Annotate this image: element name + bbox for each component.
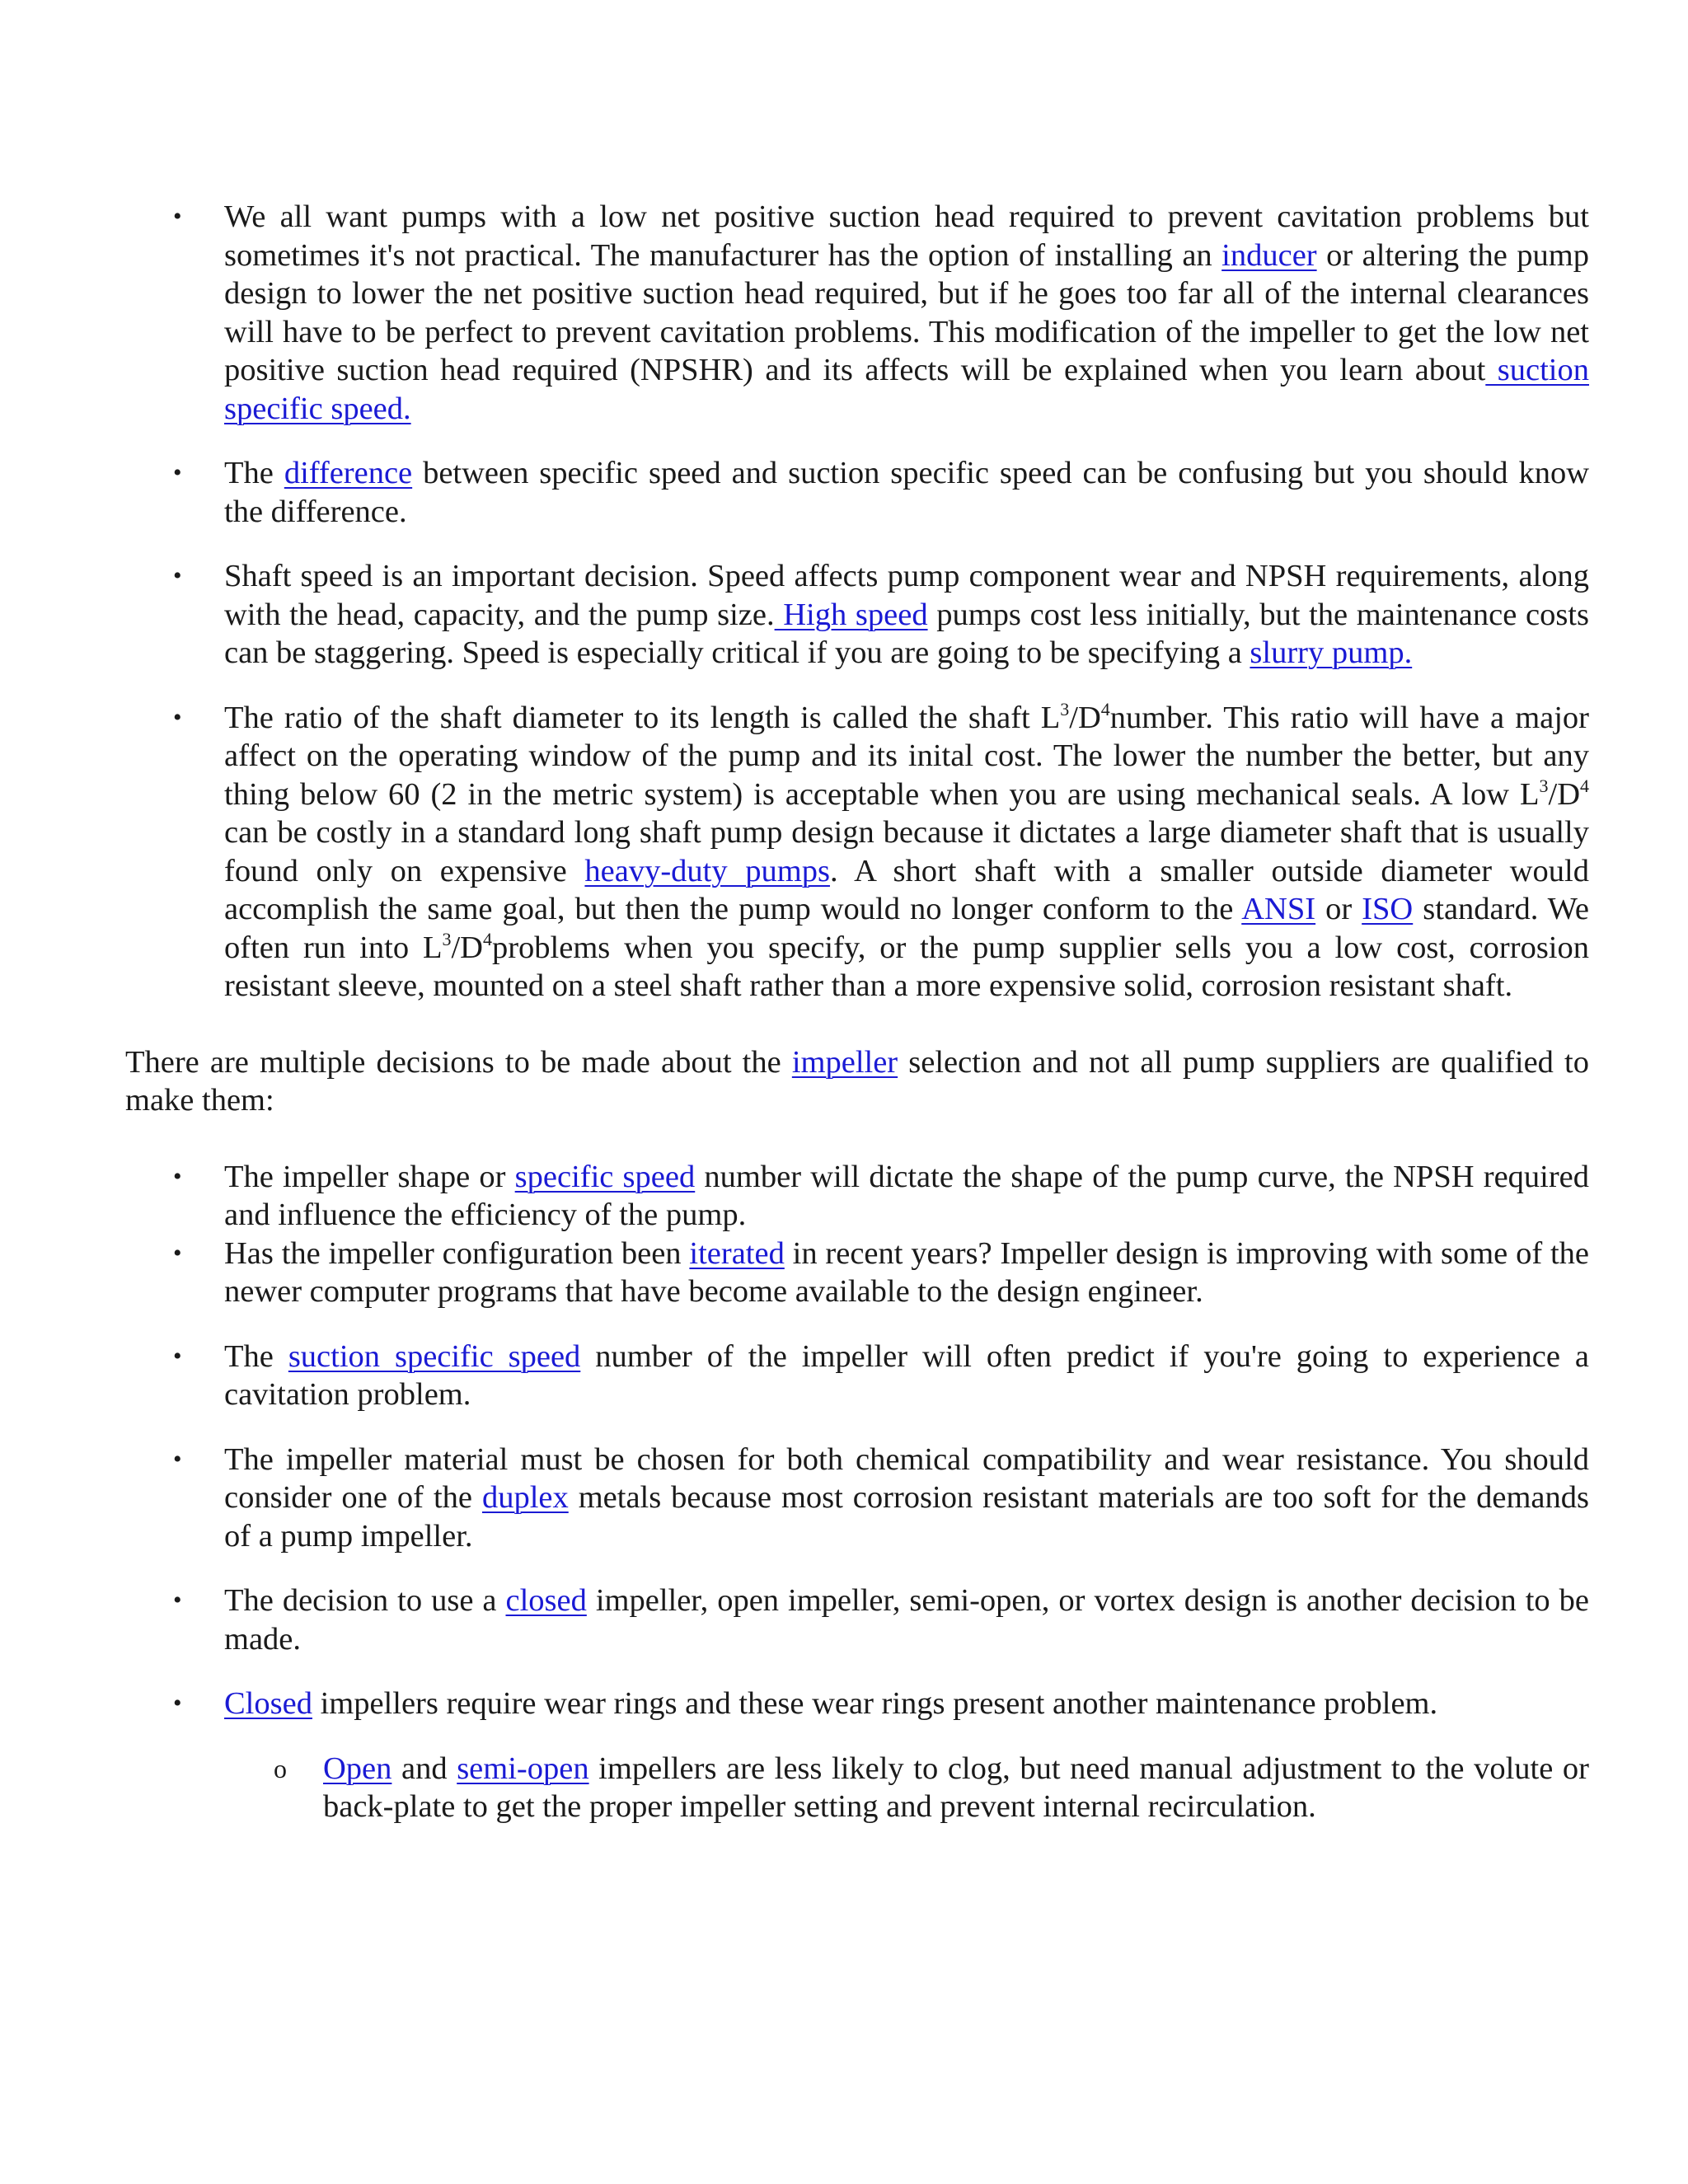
- text-span: or altering the pump design to lower the net positive suction head required, but if he goes too far all of the internal clearances will have to be perfect to prevent cavitation problems. This modification of the impeller to get the low net positive suction head required (NPSHR) and its affects will be explained when you learn about: [224, 237, 1589, 387]
- bullet-icon: •: [173, 1690, 182, 1717]
- list-item: [125, 1158, 1589, 1235]
- bullet-icon: •: [173, 1239, 182, 1267]
- bullet-icon: •: [173, 203, 182, 230]
- bullet-icon: •: [173, 1445, 182, 1473]
- text-span: /D: [1069, 700, 1101, 735]
- text-span: number. This ratio will have a major affect on the operating window of the pump and its inital cost. The lower the number the better, but any thing below 60 (2 in the metric system) is acceptable when you are using mechanical seals. A low L: [224, 700, 1590, 812]
- superscript: 4: [1100, 698, 1110, 719]
- document-page: [125, 198, 1589, 1826]
- sub-bullet-list: [125, 1750, 1589, 1826]
- link-suction-specific-speed[interactable]: suction specific speed.: [224, 353, 1590, 426]
- bullet-icon: •: [173, 1342, 182, 1370]
- list-item: [125, 454, 1589, 531]
- text-span: in recent years? Impeller design is improving with some of the newer computer programs that have become available to the design engineer.: [224, 1235, 1589, 1309]
- link-high-speed[interactable]: High speed: [774, 597, 928, 632]
- list-item: [125, 1750, 1589, 1826]
- text-span: impellers are less likely to clog, but need manual adjustment to the volute or back-plate to get the proper impeller setting and prevent internal recirculation.: [323, 1750, 1589, 1824]
- list-item: [125, 1441, 1589, 1556]
- text-span: The ratio of the shaft diameter to its length is called the shaft L: [224, 700, 1061, 735]
- bullet-icon: •: [173, 1586, 182, 1614]
- text-span: selection and not all pump suppliers are qualified to make them:: [125, 1044, 1589, 1118]
- text-span: standard. We often run into L: [224, 892, 1589, 965]
- text-span: The impeller shape or: [224, 1159, 515, 1194]
- link-iso[interactable]: ISO: [1362, 892, 1414, 926]
- bullet-list-1: [125, 198, 1589, 1005]
- list-item: [125, 1338, 1589, 1414]
- bullet-list-2: [125, 1158, 1589, 1723]
- list-item: [125, 198, 1589, 428]
- text-span: between specific speed and suction specific speed can be confusing but you should know the difference.: [224, 456, 1589, 529]
- sub-bullet-icon: o: [274, 1753, 287, 1783]
- text-span: impeller, open impeller, semi-open, or vortex design is another decision to be made.: [224, 1583, 1589, 1657]
- bullet-icon: •: [173, 703, 182, 731]
- text-span: We all want pumps with a low net positive suction head required to prevent cavitation problems but sometimes it's not practical. The manufacturer has the option of installing an: [224, 199, 1589, 273]
- link-suction-specific-speed-2[interactable]: suction specific speed: [288, 1338, 581, 1374]
- text-span: The decision to use a: [224, 1583, 506, 1618]
- link-semi-open[interactable]: semi-open: [457, 1750, 589, 1786]
- text-span: pumps cost less initially, but the maintenance costs can be staggering. Speed is especially critical if you are going to be specifying a: [224, 597, 1589, 670]
- text-span: Has the impeller configuration been: [224, 1235, 690, 1271]
- text-span: The: [224, 1338, 288, 1374]
- superscript: 3: [442, 928, 452, 949]
- text-span: can be costly in a standard long shaft pump design because it dictates a large diameter shaft that is usually found only on expensive: [224, 815, 1589, 888]
- superscript: 4: [1580, 775, 1589, 796]
- bullet-icon: •: [173, 1162, 182, 1190]
- link-iterated[interactable]: iterated: [689, 1235, 785, 1271]
- link-open[interactable]: Open: [323, 1750, 392, 1786]
- text-span: Shaft speed is an important decision. Speed affects pump component wear and NPSH requirements, along with the head, capacity, and the pump size.: [224, 559, 1589, 632]
- text-span: /D: [451, 930, 483, 965]
- text-span: or: [1315, 892, 1362, 926]
- link-impeller[interactable]: impeller: [791, 1044, 898, 1080]
- text-span: and: [392, 1750, 457, 1786]
- superscript: 3: [1060, 698, 1070, 719]
- superscript: 4: [482, 928, 492, 949]
- link-heavy-duty-pumps[interactable]: heavy-duty pumps: [584, 853, 830, 888]
- bullet-icon: •: [173, 459, 182, 486]
- link-specific-speed[interactable]: specific speed: [514, 1159, 696, 1194]
- superscript: 3: [1539, 775, 1549, 796]
- link-slurry-pump[interactable]: slurry pump.: [1250, 635, 1413, 670]
- link-closed[interactable]: closed: [505, 1583, 587, 1618]
- link-inducer[interactable]: inducer: [1221, 237, 1317, 273]
- link-difference[interactable]: difference: [284, 456, 413, 490]
- text-span: There are multiple decisions to be made about the: [125, 1044, 792, 1080]
- link-ansi[interactable]: ANSI: [1241, 892, 1316, 926]
- text-span: The: [224, 456, 284, 490]
- text-span: /D: [1548, 776, 1580, 812]
- text-span: problems when you specify, or the pump supplier sells you a low cost, corrosion resistant sleeve, mounted on a steel shaft rather than a more expensive solid, corrosion resistant shaft.: [224, 930, 1589, 1003]
- link-duplex[interactable]: duplex: [481, 1480, 569, 1515]
- list-item: [125, 699, 1589, 1005]
- text-span: impellers require wear rings and these wear rings present another maintenance problem.: [312, 1686, 1438, 1721]
- text-span: The impeller material must be chosen for both chemical compatibility and wear resistance. You should consider one of the: [224, 1441, 1589, 1515]
- link-closed-2[interactable]: Closed: [224, 1686, 312, 1721]
- body-paragraph: [125, 1043, 1589, 1120]
- bullet-icon: •: [173, 562, 182, 589]
- text-span: metals because most corrosion resistant materials are too soft for the demands of a pump impeller.: [224, 1480, 1589, 1554]
- list-item: [125, 1582, 1589, 1658]
- list-item: [125, 1235, 1589, 1311]
- text-span: number will dictate the shape of the pump curve, the NPSH required and influence the efficiency of the pump.: [224, 1159, 1590, 1232]
- text-span: . A short shaft with a smaller outside diameter would accomplish the same goal, but then the pump would no longer conform to the: [224, 853, 1590, 926]
- list-item: [125, 557, 1589, 673]
- list-item: [125, 1685, 1589, 1723]
- text-span: number of the impeller will often predict if you're going to experience a cavitation problem.: [224, 1338, 1590, 1412]
